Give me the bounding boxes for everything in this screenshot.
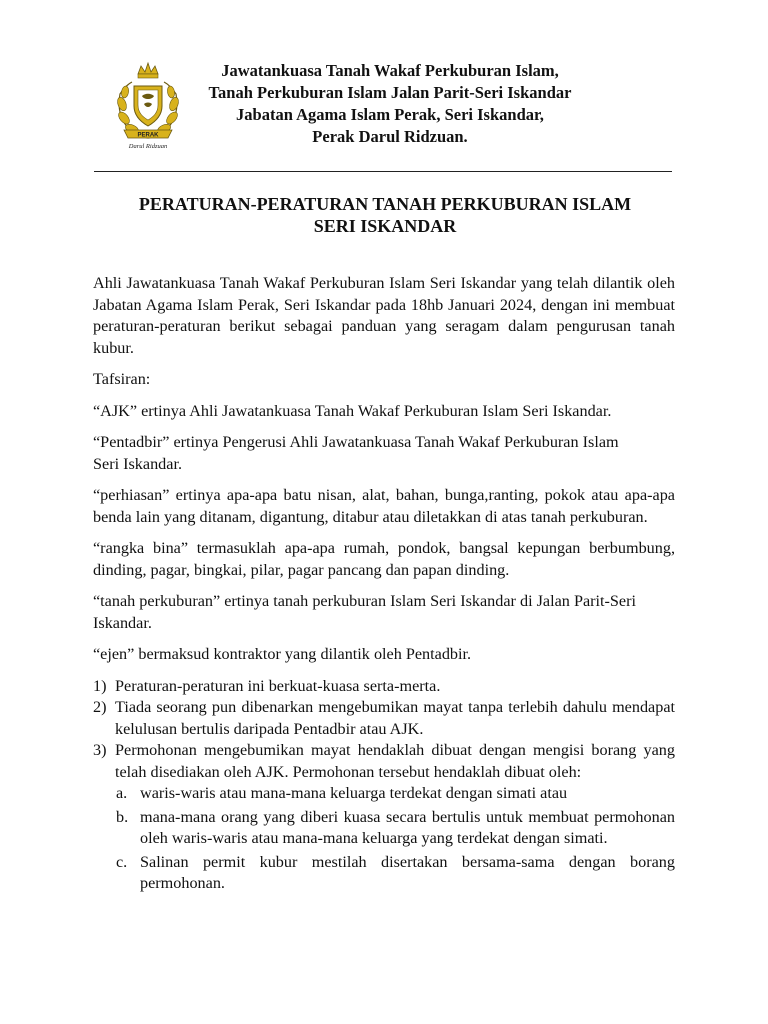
sub-item (115, 783, 675, 805)
rule-text: Tiada seorang pun dibenarkan mengebumikan mayat tanpa terlebih dahulu mendapat kelulusan bertulis daripada Pentadbir atau AJK. (115, 698, 675, 738)
sub-item-text: waris-waris atau mana-mana keluarga terdekat dengan simati atau (140, 784, 568, 802)
letterhead-address (200, 60, 580, 148)
rule-text: Permohonan mengebumikan mayat hendaklah dibuat dengan mengisi borang yang telah disediakan oleh AJK. Permohonan tersebut hendaklah dibuat oleh: (115, 741, 675, 781)
sub-item-letter: b. (116, 807, 129, 826)
intro-paragraph: Ahli Jawatankuasa Tanah Wakaf Perkuburan Islam Seri Iskandar yang telah dilantik oleh Jabatan Agama Islam Perak, Seri Iskandar pada 18hb Januari 2024, dengan ini membuat peraturan-peraturan berikut sebagai panduan yang seragam dalam pengurusan tanah kubur. (93, 274, 675, 357)
rule-number: 3) (93, 741, 107, 759)
crest-motto-text: Darul Ridzuan (128, 143, 168, 150)
sub-item-text: mana-mana orang yang diberi kuasa secara bertulis untuk membuat permohonan oleh waris-waris atau mana-mana keluarga yang terdekat dengan simati. (140, 807, 675, 847)
header-divider (94, 171, 672, 172)
sub-item-text: Salinan permit kubur mestilah disertakan bersama-sama dengan borang permohonan. (140, 852, 675, 892)
rule-text: Peraturan-peraturan ini berkuat-kuasa serta-merta. (115, 676, 441, 695)
rule-number: 2) (93, 698, 107, 716)
letterhead-line: Jabatan Agama Islam Perak, Seri Iskandar, (236, 105, 544, 124)
crest-emblem-icon (108, 60, 188, 152)
sub-item (115, 852, 675, 895)
document-title-line: PERATURAN-PERATURAN TANAH PERKUBURAN ISLAM (138, 194, 632, 214)
document-title (90, 193, 680, 237)
letterhead-line: Tanah Perkuburan Islam Jalan Parit-Seri Iskandar (208, 83, 572, 102)
rule-number: 1) (93, 676, 107, 695)
sub-item (115, 807, 675, 850)
perak-crest-logo (108, 60, 188, 152)
letterhead-line: Jawatankuasa Tanah Wakaf Perkuburan Islam, (221, 61, 559, 80)
document-title-line: SERI ISKANDAR (313, 216, 457, 236)
letterhead-line: Perak Darul Ridzuan. (312, 127, 468, 146)
rule-item (93, 740, 675, 895)
definition-ejen: “ejen” bermaksud kontraktor yang dilantik oleh Pentadbir. (93, 645, 472, 663)
rule-item (93, 676, 675, 698)
definition-pentadbir: “Pentadbir” ertinya Pengerusi Ahli Jawatankuasa Tanah Wakaf Perkuburan Islam Seri Iskandar. (93, 433, 619, 473)
definition-ajk: “AJK” ertinya Ahli Jawatankuasa Tanah Wakaf Perkuburan Islam Seri Iskandar. (93, 401, 612, 420)
rule-item (93, 697, 675, 740)
sub-item-letter: a. (116, 784, 128, 802)
definition-perhiasan: “perhiasan” ertinya apa-apa batu nisan, alat, bahan, bunga,ranting, pokok atau apa-apa benda lain yang ditanam, digantung, ditabur atau diletakkan di atas tanah perkuburan. (93, 486, 675, 526)
definition-tanah-perkuburan: “tanah perkuburan” ertinya tanah perkuburan Islam Seri Iskandar di Jalan Parit-Seri Iskandar. (93, 592, 636, 632)
tafsiran-heading: Tafsiran: (93, 370, 151, 388)
rule-3-sublist (115, 783, 675, 895)
document-body (93, 273, 675, 897)
definition-rangka-bina: “rangka bina” termasuklah apa-apa rumah, pondok, bangsal kepungan berbumbung, dinding, pagar, bingkai, pilar, pagar pancang dan papan dinding. (93, 539, 675, 579)
crest-banner-text: PERAK (137, 132, 159, 139)
rules-list (93, 676, 675, 895)
sub-item-letter: c. (116, 852, 128, 871)
